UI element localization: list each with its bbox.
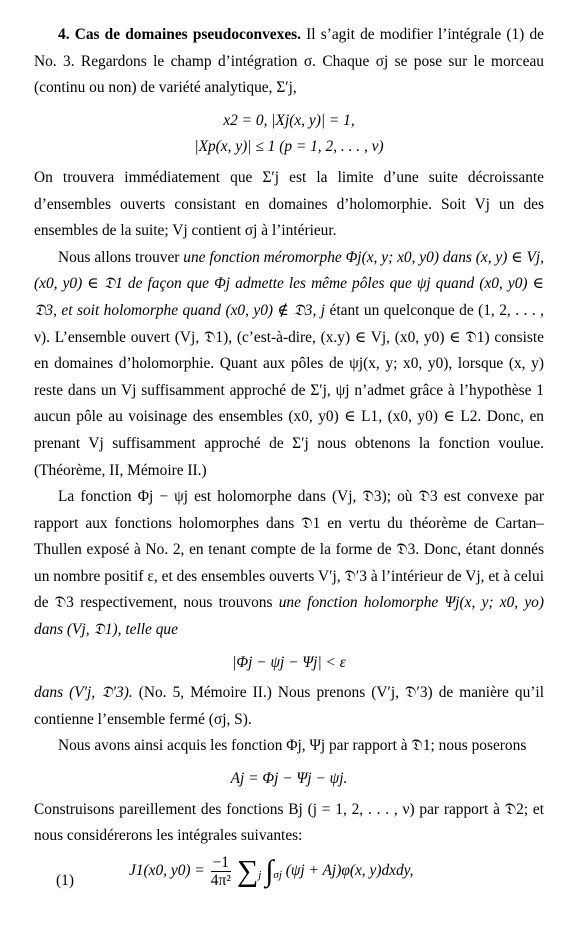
paragraph-2-lead: Nous allons trouver bbox=[58, 248, 184, 266]
paragraph-1: On trouvera immédiatement que Σ′j est la limite d’une suite décroissante d’ensembles ouverts consistant en domaines d’holomorphie. Soit Vj un des ensembles de la suite; Vj contient σj à l’intérieur. bbox=[34, 168, 544, 240]
paragraph-4-italic: dans (V′j, 𝔇′3). bbox=[34, 684, 133, 702]
paragraph-3-lead: La fonction Φj − ψj est holomorphe dans (Vj, 𝔇3); où 𝔇3 est convexe par rapport aux fonctions holomorphes dans 𝔇1 en vertu du théorème de Cartan–Thullen exposé à No. 2, en tenant compte de la forme de 𝔇3. Donc, étant donnés un nombre positif ε, et des ensembles ouverts V′j, 𝔇′3 à l’intérieur de Vj, et à celui de 𝔇3 respectivement, nous trouvons bbox=[34, 488, 544, 612]
display-equation-2: |Φj − ψj − Ψj| < ε bbox=[232, 653, 346, 671]
integral-index: σj bbox=[273, 868, 282, 881]
paragraph-2-rest: étant un quelconque de (1, 2, . . . , ν). L’ensemble ouvert (Vj, 𝔇1), (c’est-à-dire, (x.y) ∈ Vj, (x0, y0) ∈ 𝔇1) consiste en domaines d’holomorphie. Quant aux pôles de ψj(x, y; x0, y0), lorsque (x, y) reste dans un Vj suffisamment approché de Σ′j, ψj n’admet grâce à l’hypothèse 1 aucun pôle au voisinage des ensembles (x0, y0) ∈ L1, (x0, y0) ∈ L2. Donc, en prenant Vj suffisamment approché de Σ′j nous obtenons la fonction voulue. (Théorème, II, Mémoire II.) bbox=[34, 301, 545, 479]
paragraph-3 bbox=[34, 484, 544, 644]
equation-number: (1) bbox=[56, 871, 74, 889]
display-1-line-2: |Xp(x, y)| ≤ 1 (p = 1, 2, . . . , ν) bbox=[194, 138, 384, 156]
paragraph-2 bbox=[34, 245, 544, 484]
equation-rhs: (ψj + Aj)φ(x, y)dxdy, bbox=[285, 861, 414, 879]
fraction-numerator: −1 bbox=[212, 853, 230, 871]
display-1-line-1: x2 = 0, |Xj(x, y)| = 1, bbox=[223, 111, 355, 129]
display-equation-1 bbox=[34, 108, 544, 161]
equation-lhs: J1(x0, y0) = bbox=[129, 861, 205, 879]
sum-index: j bbox=[258, 868, 262, 881]
section-title: Cas de domaines pseudoconvexes. bbox=[74, 26, 301, 43]
equation-body bbox=[129, 854, 414, 889]
sum-symbol: ∑ bbox=[236, 854, 259, 888]
section-paragraph bbox=[34, 22, 544, 102]
paragraph-4-rest: (No. 5, Mémoire II.) Nous prenons (V′j, 𝔇′3) de manière qu’il contienne l’ensemble fermé (σj, S). bbox=[34, 684, 544, 728]
paragraph-6: Construisons pareillement des fonctions Bj (j = 1, 2, . . . , ν) par rapport à 𝔇2; et nous considérerons les intégrales suivantes: bbox=[34, 800, 544, 845]
equation-fraction bbox=[211, 854, 231, 889]
section-intro: Il s’agit de modifier l’intégrale (1) de No. 3. Regardons le champ d’intégration σ. Chaque σj se pose sur le morceau (continu ou non) de variété analytique, Σ′j, bbox=[34, 26, 544, 97]
paragraph-2-italic: une fonction méromorphe Φj(x, y; x0, y0) dans (x, y) ∈ Vj, (x0, y0) ∈ 𝔇1 de façon que Φj admette les même pôles que ψj quand (x0, y0) ∈ 𝔇3, et soit holomorphe quand (x0, y0) ∉ 𝔇3, j bbox=[34, 248, 544, 319]
display-equation-3: Aj = Φj − Ψj − ψj. bbox=[230, 770, 348, 788]
section-number: 4. bbox=[58, 26, 70, 43]
paragraph-4 bbox=[34, 680, 544, 733]
integral-symbol: ∫ bbox=[265, 854, 274, 888]
numbered-equation bbox=[34, 854, 544, 906]
paragraph-5: Nous avons ainsi acquis les fonction Φj, Ψj par rapport à 𝔇1; nous poserons bbox=[58, 737, 527, 755]
fraction-denominator: 4π² bbox=[210, 871, 231, 889]
paper-page bbox=[34, 22, 544, 906]
paragraph-3-italic: une fonction holomorphe Ψj(x, y; x0, yo) dans (Vj, 𝔇1), telle que bbox=[34, 594, 545, 639]
